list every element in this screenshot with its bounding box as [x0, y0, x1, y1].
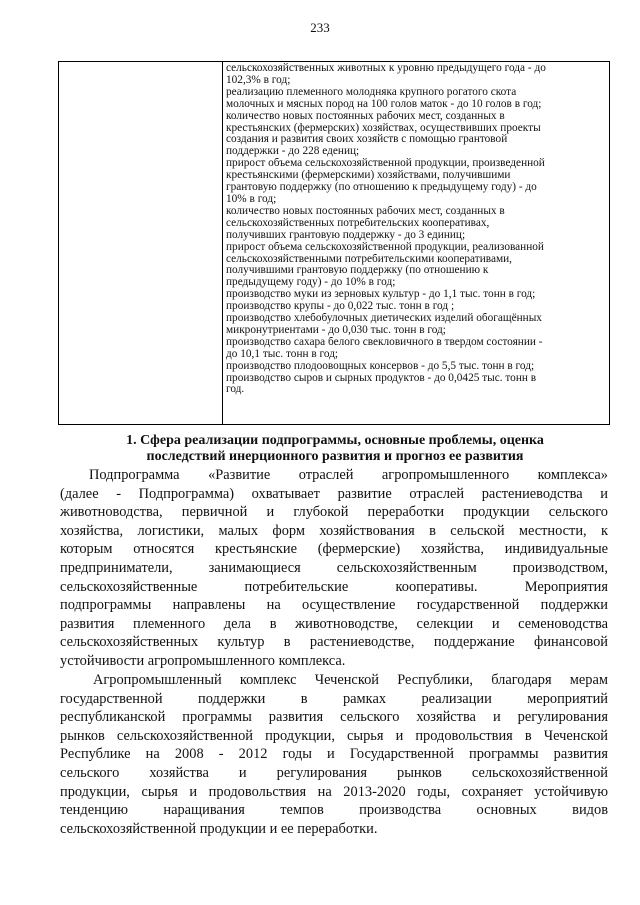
paragraph-line: Агропромышленный комплекс Чеченской Республики, благодаря мерам — [93, 672, 608, 688]
table-line: прирост объема сельскохозяйственной продукции, произведенной — [226, 158, 545, 170]
heading-line: 1. Сфера реализации подпрограммы, основные проблемы, оценка — [126, 433, 544, 448]
table-line: крестьянских (фермерских) хозяйствах, осуществивших проекты — [226, 122, 541, 134]
table-right-column — [226, 63, 604, 396]
paragraph-line: (далее - Подпрограмма) охватывает развитие отраслей растениеводства и — [60, 485, 608, 502]
table-column-divider — [222, 62, 223, 424]
table-line: грантовую поддержку (по отношению к предыдущему году) - до — [226, 182, 537, 194]
table-line: до 10,1 тыс. тонн в год; — [226, 348, 339, 360]
paragraph-line: устойчивости агропромышленного комплекса. — [60, 652, 346, 669]
paragraph-line: сельского хозяйства и регулирования рынков сельскохозяйственной — [60, 764, 608, 781]
table-line: создания и развития своих хозяйств с помощью грантовой — [226, 134, 508, 146]
table-line: крестьянскими (фермерскими) хозяйствами, получившими — [226, 170, 511, 182]
indicators-table — [58, 61, 610, 425]
table-line: сельскохозяйственных животных к уровню предыдущего года - до — [226, 63, 546, 74]
paragraph-line: сельскохозяйственные потребительские кооперативы. Мероприятия — [60, 578, 608, 595]
table-line: предыдущему году) - до 10% в год; — [226, 277, 396, 289]
table-line: прирост объема сельскохозяйственной продукции, реализованной — [226, 241, 544, 253]
paragraph-line: государственной поддержки в рамках реализации мероприятий — [60, 690, 608, 707]
paragraph-1 — [60, 466, 608, 671]
table-line: реализацию племенного молодняка крупного рогатого скота — [226, 86, 517, 98]
table-line: поддержки - до 228 едениц; — [226, 146, 360, 158]
table-line: 102,3% в год; — [226, 74, 291, 86]
paragraph-line: Республике на 2008 - 2012 годы и Государственной программы развития — [60, 746, 608, 763]
paragraph-line: Подпрограмма «Развитие отраслей агропромышленного комплекса» — [89, 467, 608, 483]
table-line: сельскохозяйственными потребительскими кооперативами, — [226, 253, 512, 265]
paragraph-line: сельскохозяйственной продукции и ее переработки. — [60, 820, 378, 837]
table-line: количество новых постоянных рабочих мест, созданных в — [226, 110, 505, 122]
heading-line: последствий инерционного развития и прогноз ее развития — [146, 449, 524, 464]
table-line: микронутриентами - до 0,030 тыс. тонн в год; — [226, 324, 446, 336]
paragraph-line: продукции, сырья и продовольствия на 2013-2020 годы, сохраняет устойчивую — [60, 783, 608, 800]
paragraph-line: животноводства, первичной и глубокой переработки продукции сельского — [60, 504, 608, 521]
paragraph-line: сельскохозяйственных культур в растениеводстве, поддержание финансовой — [60, 634, 608, 651]
table-line: получившими грантовую поддержку (по отношению к — [226, 265, 489, 277]
paragraph-line: развития племенного дела в животноводстве, селекции и семеноводства — [60, 615, 608, 632]
paragraph-line: которым относятся крестьянские (фермерские) хозяйства, индивидуальные — [60, 541, 608, 558]
paragraph-2 — [60, 671, 608, 838]
table-line: производство сахара белого свекловичного в твердом состоянии - — [226, 336, 543, 348]
table-line: производство крупы - до 0,022 тыс. тонн в год ; — [226, 301, 455, 313]
table-line: молочных и мясных пород на 100 голов маток - до 10 голов в год; — [226, 98, 542, 110]
paragraph-line: хозяйства, логистики, малых форм хозяйствования в сельской местности, к — [60, 522, 608, 539]
paragraph-line: рынков сельскохозяйственной продукции, сырья и продовольствия в Чеченской — [60, 727, 608, 744]
section-heading — [60, 433, 610, 465]
paragraph-line: подпрограммы направлены на осуществление государственной поддержки — [60, 597, 608, 614]
table-line: получивших грантовую поддержку - до 3 единиц; — [226, 229, 466, 241]
table-line: производство плодоовощных консервов - до 5,5 тыс. тонн в год; — [226, 360, 535, 372]
table-line: 10% в год; — [226, 193, 277, 205]
page-number: 233 — [310, 20, 330, 35]
table-line: производство хлебобулочных диетических изделий обогащённых — [226, 313, 542, 325]
table-line: сельскохозяйственных потребительских кооперативах, — [226, 217, 490, 229]
table-line: производство муки из зерновых культур - до 1,1 тыс. тонн в год; — [226, 289, 536, 301]
paragraph-line: республиканской программы развития сельского хозяйства и регулирования — [60, 709, 608, 726]
table-line: год. — [226, 384, 245, 396]
table-line: производство сыров и сырных продуктов - до 0,0425 тыс. тонн в — [226, 372, 537, 384]
paragraph-line: предприниматели, занимающиеся сельскохозяйственным производством, — [60, 559, 608, 576]
table-line: количество новых постоянных рабочих мест, созданных в — [226, 205, 505, 217]
paragraph-line: тенденцию наращивания темпов производства основных видов — [60, 802, 608, 819]
